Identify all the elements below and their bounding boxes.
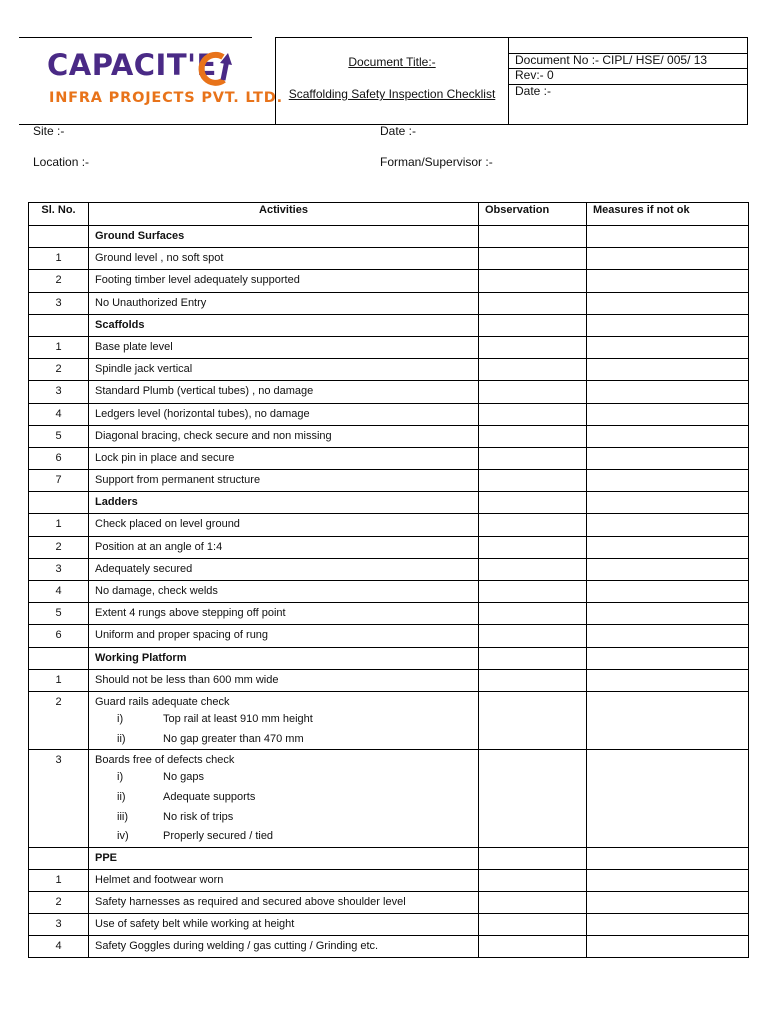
observation-cell[interactable] [479,292,587,314]
site-field: Site :- [33,124,65,138]
measures-cell[interactable] [587,492,749,514]
observation-cell[interactable] [479,403,587,425]
sl-no-cell: 4 [29,403,89,425]
sl-no-cell: 5 [29,603,89,625]
measures-cell[interactable] [587,625,749,647]
activity-cell: Base plate level [89,336,479,358]
sub-item-number: iv) [117,830,129,843]
measures-cell[interactable] [587,314,749,336]
table-row [29,558,749,580]
measures-cell[interactable] [587,381,749,403]
measures-cell[interactable] [587,292,749,314]
sl-no-cell: 1 [29,869,89,891]
section-row [29,647,749,669]
observation-cell[interactable] [479,558,587,580]
header-border-right [747,37,748,125]
table-row [29,359,749,381]
sub-item-text: Properly secured / tied [163,830,274,843]
measures-cell[interactable] [587,914,749,936]
observation-cell[interactable] [479,536,587,558]
observation-cell[interactable] [479,336,587,358]
sl-no-cell: 2 [29,891,89,913]
sub-item [95,768,472,788]
observation-cell[interactable] [479,226,587,248]
measures-cell[interactable] [587,470,749,492]
sl-no-cell: 3 [29,750,89,847]
observation-cell[interactable] [479,359,587,381]
observation-cell[interactable] [479,381,587,403]
measures-cell[interactable] [587,226,749,248]
section-row [29,847,749,869]
table-row [29,381,749,403]
measures-cell[interactable] [587,359,749,381]
table-row [29,869,749,891]
activity-cell: Extent 4 rungs above stepping off point [89,603,479,625]
sl-no-cell: 5 [29,425,89,447]
header-border-top [275,37,748,38]
measures-cell[interactable] [587,270,749,292]
sl-no-cell: 7 [29,470,89,492]
observation-cell[interactable] [479,514,587,536]
activity-cell: Should not be less than 600 mm wide [89,669,479,691]
table-row [29,425,749,447]
activity-text: Boards free of defects check [95,754,235,767]
activity-cell: Ground level , no soft spot [89,248,479,270]
column-header-sl-no: Sl. No. [29,203,89,226]
sl-no-cell: 6 [29,625,89,647]
sub-item [95,827,472,847]
sl-no-cell: 1 [29,248,89,270]
logo-subtitle: INFRA PROJECTS PVT. LTD. [49,90,283,106]
activity-cell: Position at an angle of 1:4 [89,536,479,558]
sub-item-number: i) [117,713,124,726]
activity-cell: No damage, check welds [89,581,479,603]
header-divider-1 [275,37,276,125]
logo-name: CAPACIT'E [47,48,217,82]
column-header-measures: Measures if not ok [587,203,749,226]
sl-no-cell: 6 [29,447,89,469]
measures-cell[interactable] [587,336,749,358]
sl-no-cell: 2 [29,536,89,558]
activity-cell [89,750,479,847]
table-row [29,625,749,647]
observation-cell[interactable] [479,750,587,847]
observation-cell[interactable] [479,314,587,336]
observation-cell[interactable] [479,914,587,936]
activity-cell: Adequately secured [89,558,479,580]
activity-cell: Safety Goggles during welding / gas cutting / Grinding etc. [89,936,479,958]
observation-cell[interactable] [479,847,587,869]
activity-cell: Diagonal bracing, check secure and non missing [89,425,479,447]
sl-no-cell: 3 [29,292,89,314]
measures-cell[interactable] [587,691,749,749]
measures-cell[interactable] [587,536,749,558]
table-row [29,470,749,492]
table-row [29,292,749,314]
section-title: Scaffolds [89,314,479,336]
sub-item-number: i) [117,771,124,784]
document-number: Document No :- CIPL/ HSE/ 005/ 13 [515,53,708,67]
document-title: Scaffolding Safety Inspection Checklist [288,87,496,101]
measures-cell[interactable] [587,581,749,603]
sub-item-text: No gaps [163,771,204,784]
activity-cell: Check placed on level ground [89,514,479,536]
sl-no-cell: 3 [29,558,89,580]
measures-cell[interactable] [587,869,749,891]
supervisor-field: Forman/Supervisor :- [380,155,493,169]
sub-item [95,788,472,808]
date-field: Date :- [380,124,417,138]
sub-item [95,730,472,750]
sl-no-cell: 3 [29,381,89,403]
sl-no-cell: 1 [29,514,89,536]
activity-cell: Footing timber level adequately supported [89,270,479,292]
observation-cell[interactable] [479,891,587,913]
measures-cell[interactable] [587,936,749,958]
header-divider-2 [508,37,509,125]
company-logo [47,46,283,118]
sub-item-text: No gap greater than 470 mm [163,732,304,745]
sub-item-text: Adequate supports [163,791,256,804]
section-sl-cell [29,226,89,248]
table-row [29,914,749,936]
table-row [29,581,749,603]
sub-item [95,710,472,730]
table-row [29,750,749,847]
header-date: Date :- [515,84,552,98]
table-row [29,336,749,358]
measures-cell[interactable] [587,248,749,270]
activity-cell: Lock pin in place and secure [89,447,479,469]
observation-cell[interactable] [479,691,587,749]
observation-cell[interactable] [479,492,587,514]
sub-item-number: ii) [117,791,126,804]
sl-no-cell: 3 [29,914,89,936]
table-row [29,536,749,558]
header-border-top-left [19,37,252,38]
sub-item-number: iii) [117,810,128,823]
measures-cell[interactable] [587,447,749,469]
sl-no-cell: 2 [29,359,89,381]
column-header-observation: Observation [479,203,587,226]
observation-cell[interactable] [479,603,587,625]
checklist-body [29,226,749,958]
activity-cell: No Unauthorized Entry [89,292,479,314]
observation-cell[interactable] [479,625,587,647]
section-sl-cell [29,847,89,869]
table-row [29,669,749,691]
table-row [29,514,749,536]
measures-cell[interactable] [587,558,749,580]
measures-cell[interactable] [587,425,749,447]
logo-refresh-mark-icon [193,50,233,88]
observation-cell[interactable] [479,447,587,469]
section-title: Working Platform [89,647,479,669]
measures-cell[interactable] [587,891,749,913]
checklist-table [28,202,749,958]
measures-cell[interactable] [587,514,749,536]
table-row [29,603,749,625]
activity-cell: Use of safety belt while working at height [89,914,479,936]
observation-cell[interactable] [479,270,587,292]
table-row [29,248,749,270]
measures-cell[interactable] [587,603,749,625]
sub-item-text: No risk of trips [163,810,234,823]
observation-cell[interactable] [479,669,587,691]
section-sl-cell [29,314,89,336]
section-row [29,314,749,336]
observation-cell[interactable] [479,581,587,603]
document-title-label: Document Title:- [348,55,436,69]
table-row [29,270,749,292]
observation-cell[interactable] [479,425,587,447]
revision: Rev:- 0 [515,68,554,82]
sub-item-number: ii) [117,732,126,745]
table-row [29,891,749,913]
activity-cell: Ledgers level (horizontal tubes), no damage [89,403,479,425]
observation-cell[interactable] [479,647,587,669]
section-title: Ladders [89,492,479,514]
sl-no-cell: 1 [29,336,89,358]
sl-no-cell: 2 [29,691,89,749]
sub-item-text: Top rail at least 910 mm height [163,713,313,726]
table-row [29,691,749,749]
table-row [29,936,749,958]
activity-cell [89,691,479,749]
section-sl-cell [29,647,89,669]
activity-cell: Support from permanent structure [89,470,479,492]
observation-cell[interactable] [479,869,587,891]
table-row [29,403,749,425]
column-header-activities: Activities [89,203,479,226]
section-title: Ground Surfaces [89,226,479,248]
measures-cell[interactable] [587,647,749,669]
observation-cell[interactable] [479,470,587,492]
document-header [19,37,748,125]
activity-cell: Helmet and footwear worn [89,869,479,891]
activity-cell: Safety harnesses as required and secured above shoulder level [89,891,479,913]
activity-cell: Spindle jack vertical [89,359,479,381]
activity-cell: Standard Plumb (vertical tubes) , no damage [89,381,479,403]
measures-cell[interactable] [587,847,749,869]
observation-cell[interactable] [479,936,587,958]
table-row [29,447,749,469]
section-title: PPE [89,847,479,869]
sl-no-cell: 4 [29,581,89,603]
table-header-row [29,203,749,226]
location-field: Location :- [33,155,90,169]
observation-cell[interactable] [479,248,587,270]
activity-cell: Uniform and proper spacing of rung [89,625,479,647]
sl-no-cell: 1 [29,669,89,691]
measures-cell[interactable] [587,750,749,847]
section-row [29,226,749,248]
measures-cell[interactable] [587,403,749,425]
sub-item [95,807,472,827]
measures-cell[interactable] [587,669,749,691]
activity-text: Guard rails adequate check [95,695,230,708]
sl-no-cell: 2 [29,270,89,292]
sl-no-cell: 4 [29,936,89,958]
section-sl-cell [29,492,89,514]
section-row [29,492,749,514]
